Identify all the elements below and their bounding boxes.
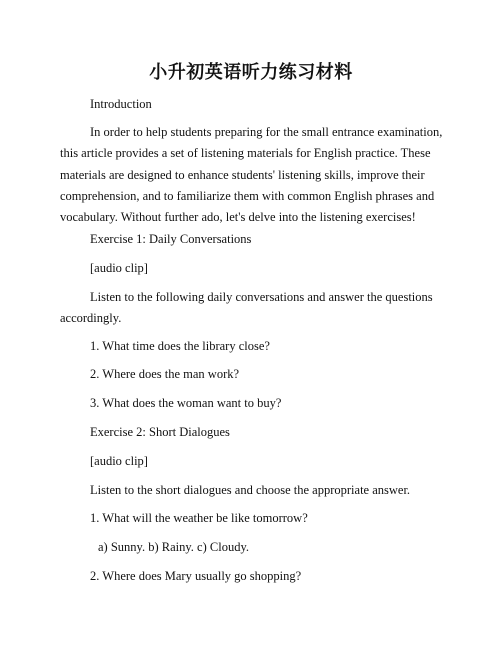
document-title: 小升初英语听力练习材料: [149, 62, 353, 83]
exercise-2-instruction: Listen to the short dialogues and choose the appropriate answer.: [90, 483, 411, 497]
exercise-1-question-1: 1. What time does the library close?: [90, 339, 270, 353]
exercise-1-question-2: 2. Where does the man work?: [90, 367, 240, 381]
exercise-2-heading: Exercise 2: Short Dialogues: [90, 425, 230, 439]
exercise-2-question-2: 2. Where does Mary usually go shopping?: [90, 569, 302, 583]
exercise-1-audio-clip: [audio clip]: [90, 261, 148, 275]
exercise-2-question-1: 1. What will the weather be like tomorrow?: [90, 511, 308, 525]
introduction-paragraph: In order to help students preparing for the small entrance examination, this article provides a set of listening materials for English practice. These materials are designed to enhance students' listening skills, improve their comprehension, and to familiarize them with common English phrases and vocabulary. Without further ado, let's delve into the listening exercises!: [60, 125, 443, 225]
exercise-1-question-3: 3. What does the woman want to buy?: [90, 396, 282, 410]
exercise-2-audio-clip: [audio clip]: [90, 454, 148, 468]
introduction-heading: Introduction: [90, 97, 152, 111]
exercise-1-instruction: Listen to the following daily conversations and answer the questions accordingly.: [60, 290, 433, 326]
exercise-2-question-1-options: a) Sunny. b) Rainy. c) Cloudy.: [98, 540, 250, 554]
exercise-1-heading: Exercise 1: Daily Conversations: [90, 232, 252, 246]
